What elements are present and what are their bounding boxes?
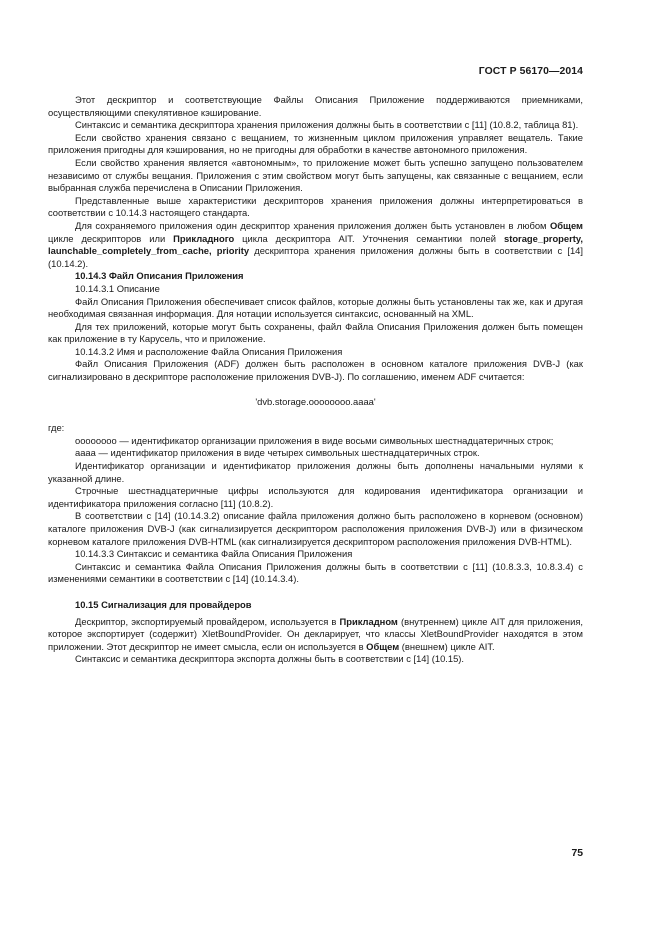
subsection-heading: 10.14.3.2 Имя и расположение Файла Описания Приложения bbox=[75, 345, 343, 357]
paragraph: Для тех приложений, которые могут быть сохранены, файл Файла Описания Приложения должен быть помещен как приложение в ту Карусель, что и приложение. bbox=[48, 320, 583, 345]
paragraph: Синтаксис и семантика дескриптора экспорта должны быть в соответствии с [14] (10.15). bbox=[75, 653, 465, 665]
paragraph: Если свойство хранения является «автономным», то приложение может быть успешно запущено пользователем независимо от службы вещания. Приложения с этим свойством могут быть запущены, как связанные с вещанием, если выбранная служба перечислена в Описании Приложения. bbox=[48, 156, 583, 194]
page-number: 75 bbox=[571, 848, 583, 859]
document-header: ГОСТ Р 56170—2014 bbox=[478, 66, 583, 77]
paragraph: oooooooo — идентификатор организации приложения в виде восьми символьных шестнадцатеричных строк; bbox=[75, 434, 554, 446]
document-body bbox=[48, 94, 583, 666]
subsection-heading: 10.14.3.1 Описание bbox=[75, 282, 160, 294]
text-run: Дескриптор, экспортируемый провайдером, используется в bbox=[75, 615, 340, 627]
paragraph-storage-fields bbox=[48, 220, 583, 270]
paragraph: В соответствии с [14] (10.14.3.2) описание файла приложения должно быть расположено в корневом (основном) каталоге приложения DVB-J (как сигнализируется дескриптором расположения приложения DVB-J) или в физическом корневом каталоге приложения DVB-HTML (как сигнализируется дескриптором расположения приложения DVB-HTML). bbox=[48, 510, 583, 547]
paragraph-provider-descriptor bbox=[48, 616, 583, 654]
bold-term: Прикладном bbox=[339, 615, 398, 627]
where-label: где: bbox=[48, 422, 65, 434]
paragraph: Синтаксис и семантика дескриптора хранения приложения должны быть в соответствии с [11] (10.8.2, таблица 81). bbox=[75, 119, 579, 131]
text-run: (внутреннем) цикле AIT для приложения, которое экспортирует (содержит) XletBoundProvider. Он декларирует, что классы XletBoundProvider находятся в этом приложении. Этот дескриптор не имеет смысла, если он используется в bbox=[48, 615, 583, 652]
bold-term: storage_property, launchable_completely_from_cache, priority bbox=[48, 232, 583, 257]
bold-term: Общем bbox=[366, 640, 400, 652]
adf-filename: 'dvb.storage.oooooooo.aaaa' bbox=[255, 395, 376, 407]
paragraph: Строчные шестнадцатеричные цифры используются для кодирования идентификатора организации и идентификатора приложения согласно [11] (10.8.2). bbox=[48, 485, 583, 509]
paragraph: Файл Описания Приложения (ADF) должен быть расположен в основном каталоге приложения DVB-J (как сигнализировано в дескрипторе расположение приложения DVB-J). По соглашению, именем ADF считается: bbox=[48, 358, 583, 383]
paragraph: Представленные выше характеристики дескрипторов хранения приложения должны интерпретироваться в соответствии с 10.14.3 настоящего стандарта. bbox=[48, 194, 583, 219]
text-run: цикла дескриптора AIT. Уточнения семантики полей bbox=[234, 232, 504, 244]
bold-term: Общем bbox=[549, 219, 583, 231]
subsection-heading: 10.14.3.3 Синтаксис и семантика Файла Описания Приложения bbox=[75, 548, 353, 560]
paragraph: aaaa — идентификатор приложения в виде четырех символьных шестнадцатеричных строк. bbox=[75, 447, 480, 459]
section-heading-10-14-3: 10.14.3 Файл Описания Приложения bbox=[75, 270, 244, 282]
bold-term: Прикладного bbox=[173, 232, 235, 244]
paragraph: Этот дескриптор и соответствующие Файлы Описания Приложение поддерживаются приемниками, осуществляющими спекулятивное кэширование. bbox=[48, 94, 583, 118]
paragraph: Синтаксис и семантика Файла Описания Приложения должны быть в соответствии с [11] (10.8.3.3, 10.8.3.4) с изменениями семантики в соответствии с [14] (10.14.3.4). bbox=[48, 560, 583, 585]
paragraph: Если свойство хранения связано с вещанием, то жизненным циклом приложения управляет вещатель. Такие приложения пригодны для кэширования, но не пригодны для обработки в качестве автономного приложения. bbox=[48, 131, 583, 156]
section-heading-10-15: 10.15 Сигнализация для провайдеров bbox=[75, 598, 252, 610]
text-run: Для сохраняемого приложения один дескриптор хранения приложения должен быть установлен в любом bbox=[75, 219, 550, 231]
text-run: цикле дескрипторов или bbox=[48, 232, 174, 244]
text-run: дескриптора хранения приложения должны быть в соответствии с [14] (10.14.2). bbox=[48, 245, 583, 269]
paragraph: Идентификатор организации и идентификатор приложения должны быть дополнены начальными нулями к указанной длине. bbox=[48, 460, 583, 484]
paragraph: Файл Описания Приложения обеспечивает список файлов, которые должны быть установлены так же, как и другая необходимая связанная информация. Для нотации используется синтаксис, основанный на XML. bbox=[48, 295, 583, 320]
text-run: (внешнем) цикле AIT. bbox=[399, 640, 495, 652]
